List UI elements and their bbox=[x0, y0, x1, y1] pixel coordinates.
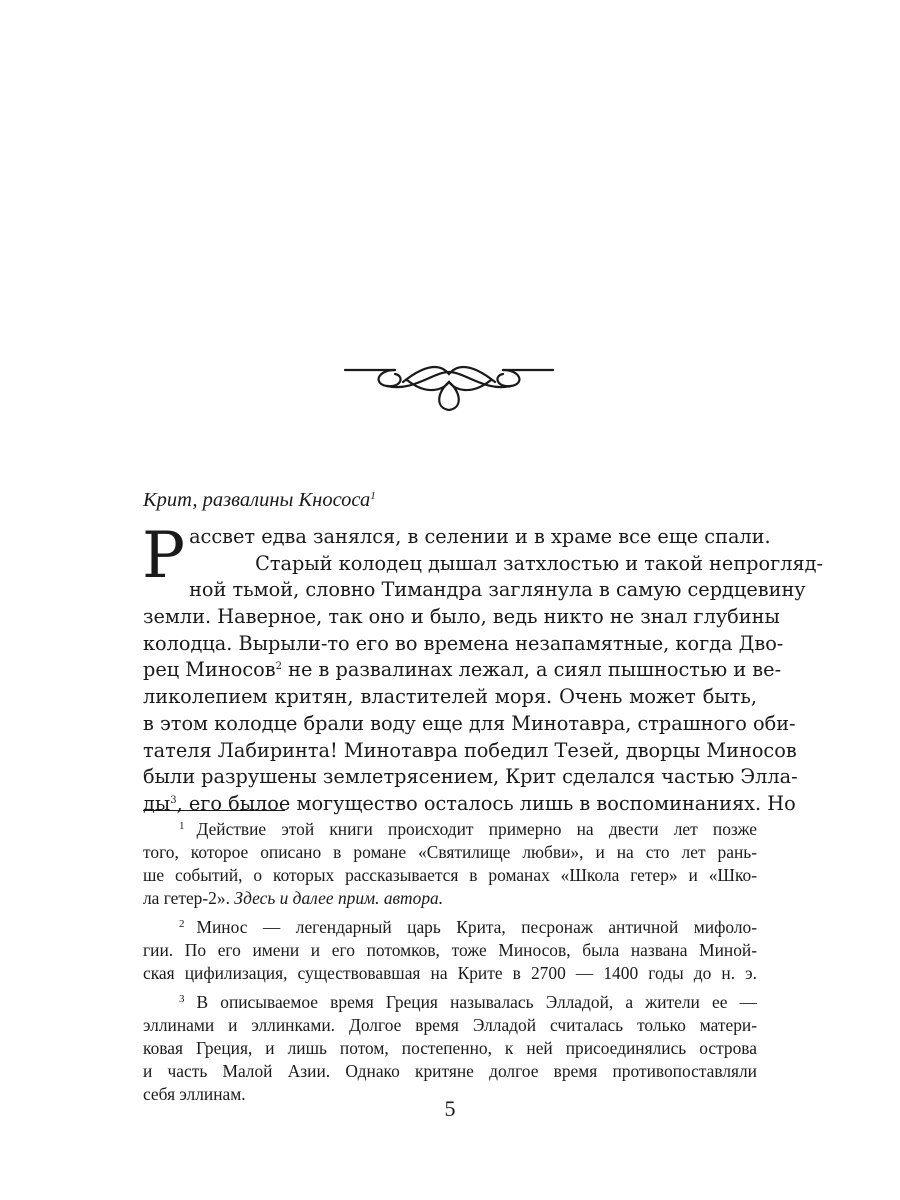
footnote-line: себя эллинам. bbox=[143, 1084, 246, 1104]
drop-cap: Р bbox=[142, 519, 186, 593]
text-line: ассвет едва занялся, в селении и в храме все еще спали. bbox=[189, 525, 771, 548]
flourish-divider-icon bbox=[343, 352, 555, 416]
footnote-line: ше событий, о которых рассказывается в романах «Школа гетер» и «Шко- bbox=[143, 865, 757, 885]
text-line: были разрушены землетрясением, Крит сделался частью Элла- bbox=[143, 765, 798, 789]
footnote-line: ла гетер-2». bbox=[143, 888, 230, 908]
text-line: земли. Наверное, так оно и было, ведь никто не знал глубины bbox=[143, 605, 780, 629]
footnote-line: того, которое описано в романе «Святилище любви», и на сто лет рань- bbox=[143, 842, 757, 862]
text-line: $ды^3$, его былое могущество осталось лишь в воспоминаниях. Но bbox=[143, 791, 796, 815]
footnote: $^3$ В описываемое время Греция называлась Элладой, а жители ее — эллинами и эллинками. Долгое время Элладой считалась только матери- ковая Греция, и лишь потом, постепенно, к ней присоединялись острова и часть Малой Азии. Однако критяне долгое время противопоставляли себя эллинам. bbox=[143, 992, 757, 1104]
text-line: в этом колодце брали воду еще для Минотавра, страшного оби- bbox=[143, 711, 796, 735]
footnote-ref[interactable]: 2 bbox=[275, 661, 282, 673]
footnote-line: ская цифилизация, существовавшая на Крите в 2700 — 1400 годы до н. э. bbox=[143, 963, 757, 983]
text-line: Старый колодец дышал затхлостью и такой непрогляд- bbox=[255, 551, 824, 575]
footnote-line: гии. По его имени и его потомков, тоже Миносов, была названа Миной- bbox=[143, 940, 757, 960]
text-line: тателя Лабиринта! Минотавра победил Тезей, дворцы Миносов bbox=[143, 738, 797, 762]
text-line: рец Миносов$^2$ не в развалинах лежал, а сиял пышностью и ве- bbox=[143, 658, 782, 682]
footnote-number: 2 bbox=[179, 918, 185, 930]
text-line: ликолепием критян, властителей моря. Очень может быть, bbox=[143, 685, 757, 709]
chapter-subtitle: Крит, развалины Кнососа$^1$ bbox=[143, 489, 376, 511]
footnote-ref[interactable]: 3 bbox=[170, 794, 177, 806]
page-number: 5 bbox=[444, 1096, 456, 1121]
footnote-separator bbox=[143, 810, 285, 811]
author-note: Здесь и далее прим. автора. bbox=[234, 888, 444, 908]
footnote-line: эллинами и эллинками. Долгое время Элладой считалась только матери- bbox=[143, 1015, 757, 1035]
footnote-number: 3 bbox=[179, 993, 185, 1005]
footnote-line: ковая Греция, и лишь потом, постепенно, к ней присоединялись острова bbox=[143, 1038, 757, 1058]
text-line: ной тьмой, словно Тимандра заглянула в самую сердцевину bbox=[189, 578, 806, 602]
footnotes bbox=[143, 818, 757, 1112]
footnote: $^1$ Действие этой книги происходит примерно на двести лет позже того, которое описано в романе «Святилище любви», и на сто лет рань- ше событий, о которых рассказывается в романах «Школа гетер» и «Шко- ла гетер-2». Здесь и далее прим. автора. bbox=[143, 819, 757, 908]
footnote: $^2$ Минос — легендарный царь Крита, песронаж античной мифоло- гии. По его имени и его потомков, тоже Миносов, была названа Миной- ская цифилизация, существовавшая на Крите в 2700 — 1400 годы до н. э. bbox=[143, 917, 757, 983]
footnote-line: и часть Малой Азии. Однако критяне долгое время противопоставляли bbox=[143, 1061, 757, 1081]
text-line: колодца. Вырыли-то его во времена незапамятные, когда Дво- bbox=[143, 631, 784, 655]
footnote-number: 1 bbox=[179, 820, 185, 832]
chapter-text bbox=[142, 519, 824, 818]
footnote-ref[interactable]: 1 bbox=[370, 490, 376, 502]
